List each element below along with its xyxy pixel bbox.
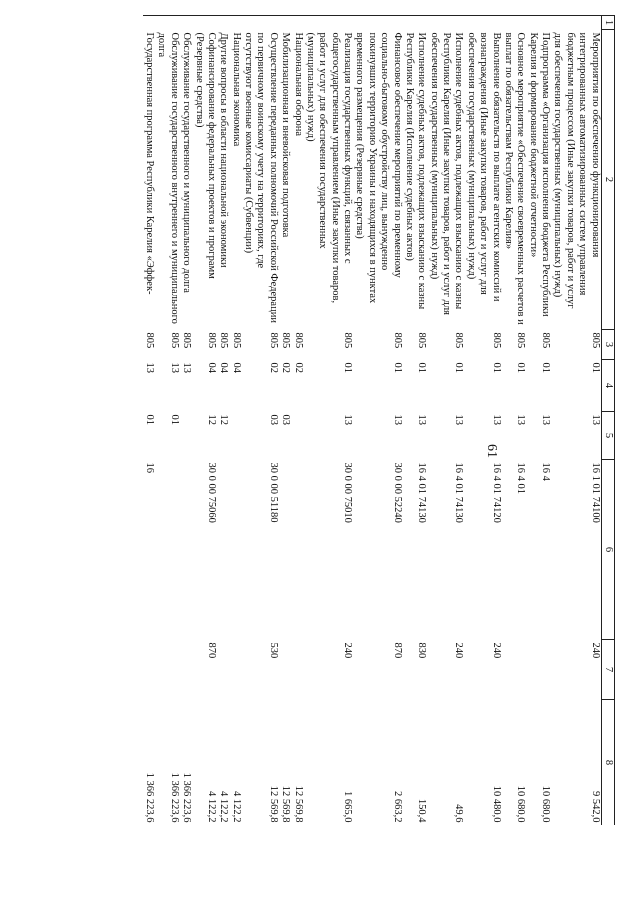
row-col6 (291, 460, 303, 640)
row-col4: 04 (230, 362, 242, 373)
row-col6: 30 0 00 52240 (391, 462, 403, 523)
page-number: 61 (484, 444, 499, 458)
table-row (229, 16, 241, 826)
row-col7: 530 (267, 642, 279, 659)
row-amount: 1 366 223,6 (144, 772, 156, 823)
row-col5: 13 (490, 414, 502, 425)
row-name: Мобилизационная и вневойсковая подготовка (280, 32, 292, 238)
row-name: Мероприятия по обеспечению функционирования интегрированных автоматизированных систем управления бюджетным процессом (Иные закупки товаров, работ и услуг для обеспечения государственных (муниципальных) нужд) (552, 32, 601, 309)
row-col3: 805 (267, 332, 279, 349)
row-col1 (304, 16, 354, 30)
row-col5: 13 (453, 414, 465, 425)
row-col1 (180, 16, 192, 30)
row-col1 (229, 16, 241, 30)
table-row (427, 16, 464, 826)
row-col5: 13 (589, 414, 601, 425)
row-name: Обслуживание государственного внутреннего и муниципального долга (156, 32, 180, 324)
column-header-7: 7 (601, 640, 614, 700)
table-row (353, 16, 403, 826)
row-col1 (192, 16, 217, 30)
table-row (526, 16, 551, 826)
row-name: Национальная экономика (230, 32, 242, 147)
row-col6: 16 (144, 462, 156, 473)
row-col5: 12 (218, 414, 230, 425)
column-header-6: 6 (601, 460, 614, 640)
row-col4: 01 (416, 362, 428, 373)
row-col7: 240 (490, 642, 502, 659)
row-col3: 805 (391, 332, 403, 349)
column-header-8: 8 (601, 700, 614, 826)
row-amount: 1 366 223,6 (168, 772, 180, 823)
row-col3: 805 (515, 332, 527, 349)
table-row (279, 16, 291, 826)
row-name: Финансовое обеспечение мероприятий по временному социально-бытовому обустройству лиц, вынужденно покинувших территорию Украины и находящихся в пунктах временного размещения (Резервные средства) (354, 32, 403, 304)
row-col6: 16 4 (540, 462, 552, 481)
row-col6 (155, 460, 180, 640)
row-amount: 10 680,0 (515, 785, 527, 823)
row-col4: 01 (342, 362, 354, 373)
row-col6: 16 4 01 (515, 462, 527, 494)
column-header-4: 4 (601, 360, 614, 412)
row-col7: 240 (342, 642, 354, 659)
row-col5: 13 (342, 414, 354, 425)
row-name: Другие вопросы в области национальной экономики (218, 32, 230, 268)
row-col6: 30 0 00 75010 (342, 462, 354, 523)
row-col1 (551, 16, 601, 30)
column-header-1: 1 (601, 16, 614, 30)
row-col6 (229, 460, 241, 640)
row-col4: 04 (218, 362, 230, 373)
row-col3: 805 (280, 332, 292, 349)
row-col4: 01 (453, 362, 465, 373)
column-header-2: 2 (601, 30, 614, 330)
row-col4: 01 (589, 362, 601, 373)
column-header-5: 5 (601, 412, 614, 460)
row-col5 (229, 412, 241, 460)
row-name: Выполнение обязательств по выплате агентских комиссий и вознаграждения (Иные закупки товаров, работ и услуг для обеспечения государственных (муниципальных) нужд) (465, 32, 502, 302)
row-col5 (180, 412, 192, 460)
row-amount: 10 680,0 (540, 785, 552, 823)
row-col5: 03 (280, 414, 292, 425)
row-col4: 01 (540, 362, 552, 373)
row-col3: 805 (181, 332, 193, 349)
table-row (192, 16, 217, 826)
row-col1 (465, 16, 502, 30)
row-col6: 16 1 01 74100 (589, 462, 601, 523)
row-col6 (217, 460, 229, 640)
row-col5: 13 (391, 414, 403, 425)
table-row (217, 16, 229, 826)
row-amount: 4 122,2 (206, 791, 217, 823)
row-amount: 150,4 (416, 798, 428, 823)
row-amount: 12 569,8 (292, 785, 304, 823)
table-row (180, 16, 192, 826)
row-name: Подпрограмма «Организация исполнения бюджета Республики Карелия и формирование бюджетной отчетности» (527, 32, 552, 317)
row-col4: 01 (490, 362, 502, 373)
budget-table (143, 15, 615, 825)
row-col4: 02 (292, 362, 304, 373)
row-col7: 870 (206, 642, 217, 659)
row-col3: 805 (206, 332, 217, 349)
row-col1 (427, 16, 464, 30)
row-name: Исполнение судебных актов, подлежащих взысканию с казны Республики Карелия (Иные закупки товаров, работ и услуг для обеспечения государственных (муниципальных) нужд) (428, 32, 465, 316)
row-name: Исполнение судебных актов, подлежащих взысканию с казны Республики Карелия (Исполнение судебных актов) (404, 32, 428, 310)
row-col4: 13 (181, 362, 193, 373)
row-col7 (143, 640, 155, 700)
row-col1 (353, 16, 403, 30)
row-col7: 830 (416, 642, 428, 659)
row-col3: 805 (453, 332, 465, 349)
row-amount: 49,6 (453, 804, 465, 823)
row-col7 (217, 640, 229, 700)
row-name: Софинансирование федеральных проектов и программ (Резервные средства) (193, 32, 217, 279)
row-col7 (180, 640, 192, 700)
column-header-3: 3 (601, 330, 614, 360)
table-row (143, 16, 155, 826)
row-col4: 02 (267, 362, 279, 373)
row-col3: 805 (416, 332, 428, 349)
row-col3: 805 (144, 332, 156, 349)
row-col7 (155, 640, 180, 700)
row-col1 (291, 16, 303, 30)
row-col7: 240 (589, 642, 601, 659)
row-amount: 1 665,0 (342, 791, 354, 823)
row-col7 (502, 640, 527, 700)
row-col5: 03 (267, 414, 279, 425)
row-col1 (279, 16, 291, 30)
row-col4: 04 (206, 362, 217, 373)
row-col5: 01 (168, 414, 180, 425)
row-col4: 01 (391, 362, 403, 373)
row-col4: 13 (168, 362, 180, 373)
row-col4: 01 (515, 362, 527, 373)
row-col3: 805 (218, 332, 230, 349)
row-col6: 30 0 00 75060 (206, 462, 217, 523)
row-col1 (526, 16, 551, 30)
row-name: Осуществление переданных полномочий Российской Федерации по первичному воинскому учету на территориях, где отсутствуют военные комиссариаты (Субвенции) (243, 32, 279, 323)
row-name: Реализация государственных функций, связанных с общегосударственным управлением (Иные закупки товаров, работ и услуг для обеспечения государственных (муниципальных) нужд) (305, 32, 354, 304)
row-col3: 805 (540, 332, 552, 349)
row-amount: 10 480,0 (490, 785, 502, 823)
row-name: Государственная программа Республики Карелия «Эффек- (144, 32, 156, 295)
row-col3: 805 (168, 332, 180, 349)
row-amount: 4 122,2 (218, 791, 230, 823)
table-row (502, 16, 527, 826)
row-col6 (180, 460, 192, 640)
row-col3: 805 (490, 332, 502, 349)
row-col5 (291, 412, 303, 460)
row-col3: 805 (230, 332, 242, 349)
table-row (242, 16, 279, 826)
row-col3: 805 (342, 332, 354, 349)
row-col5: 01 (144, 414, 156, 425)
row-amount: 9 542,0 (589, 791, 601, 823)
table-row (304, 16, 354, 826)
row-col1 (242, 16, 279, 30)
row-amount: 12 569,8 (267, 785, 279, 823)
row-col3: 805 (292, 332, 304, 349)
row-col6 (279, 460, 291, 640)
row-col1 (502, 16, 527, 30)
row-col5: 13 (515, 414, 527, 425)
row-col7 (279, 640, 291, 700)
row-col1 (143, 16, 155, 30)
row-col7: 870 (391, 642, 403, 659)
row-col1 (217, 16, 229, 30)
row-name: Основное мероприятие «Обеспечение своевременных расчетов и выплат по обязательствам Республики Карелия» (503, 32, 527, 325)
row-col1 (403, 16, 428, 30)
column-header-row (601, 16, 614, 826)
rotated-page (60, 15, 615, 825)
table-stage (60, 15, 615, 825)
row-col7 (229, 640, 241, 700)
row-col3: 805 (589, 332, 601, 349)
table-row (291, 16, 303, 826)
table-row (403, 16, 428, 826)
row-col6: 16 4 01 74120 (490, 462, 502, 523)
row-col5: 12 (206, 414, 217, 425)
row-col5: 13 (540, 414, 552, 425)
row-amount: 2 663,2 (391, 791, 403, 823)
row-col6: 30 0 00 51180 (267, 462, 279, 523)
row-amount: 1 366 223,6 (181, 772, 193, 823)
row-col4: 13 (144, 362, 156, 373)
row-col7 (291, 640, 303, 700)
row-name: Национальная оборона (292, 32, 304, 136)
row-amount: 4 122,2 (230, 791, 242, 823)
table-row (465, 16, 502, 826)
row-name: Обслуживание государственного и муниципального долга (181, 32, 193, 293)
row-col1 (155, 16, 180, 30)
row-col7 (526, 640, 551, 700)
table-row (155, 16, 180, 826)
table-row (551, 16, 601, 826)
table-body (143, 16, 601, 826)
row-col7: 240 (453, 642, 465, 659)
row-col5: 13 (416, 414, 428, 425)
row-col4: 02 (280, 362, 292, 373)
row-col6: 16 4 01 74130 (416, 462, 428, 523)
row-amount: 12 569,8 (280, 785, 292, 823)
row-col6: 16 4 01 74130 (453, 462, 465, 523)
